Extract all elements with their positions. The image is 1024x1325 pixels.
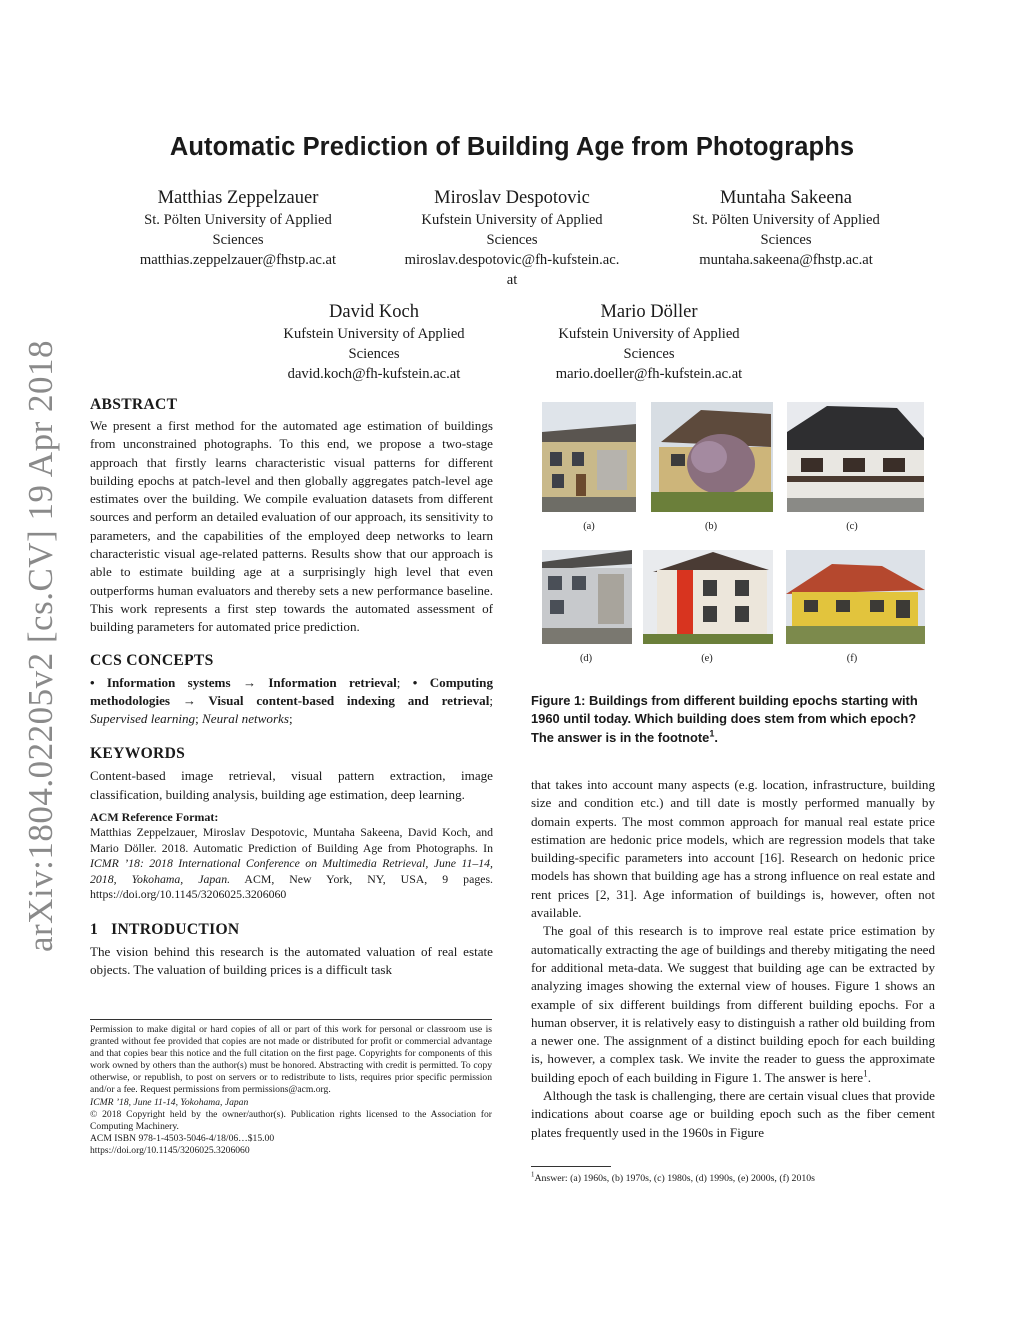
footnote-number: 1 xyxy=(531,1171,535,1179)
author-affiliation: Sciences xyxy=(212,232,264,248)
footnote xyxy=(531,1166,935,1185)
abstract-heading: ABSTRACT xyxy=(90,396,178,413)
ccs-sep: ; xyxy=(288,711,293,727)
conference-name: ICMR ’18, June 11-14, Yokohama, Japan xyxy=(90,1096,249,1108)
footnote-marker[interactable]: 1 xyxy=(863,1068,868,1079)
author-block xyxy=(384,186,640,290)
figure-photo-b xyxy=(651,402,773,512)
arxiv-stamp xyxy=(0,0,90,1325)
author-email[interactable]: miroslav.despotovic@fh-kufstein.ac. xyxy=(404,252,620,268)
author-name: Mario Döller xyxy=(600,302,698,322)
subfigure-label: (e) xyxy=(701,653,713,664)
figure-photo-e xyxy=(643,550,773,644)
isbn-line: ACM ISBN 978-1-4503-5046-4/18/06…$15.00 xyxy=(90,1132,275,1144)
figure-photo-a xyxy=(542,402,636,512)
footnote-text: Answer: (a) 1960s, (b) 1970s, (c) 1980s, (d) 1990s, (e) 2000s, (f) 2010s xyxy=(534,1173,815,1184)
footnote-marker[interactable]: 1 xyxy=(709,728,715,739)
author-affiliation: Sciences xyxy=(760,232,812,248)
ccs-concept: Neural networks xyxy=(202,711,289,727)
author-block xyxy=(658,186,914,270)
author-affiliation: Kufstein University of Applied xyxy=(421,212,603,228)
paragraph: that takes into account many aspects (e.g. location, infrastructure, building size and condition etc.) and till date is mostly performed manually by domain experts. The most common approach for manual real estate price estimation are hedonic price models, which are regression models that take building-specific parameters into account [16]. Research on hedonic price models has shown that building age has a strong influence on real estate and rent prices [2, 31]. Age information of buildings is, however, often not available. xyxy=(531,777,935,921)
ccs-sep: ; xyxy=(195,711,203,727)
acm-ref-text xyxy=(90,825,493,903)
author-affiliation: Sciences xyxy=(348,346,400,362)
paragraph xyxy=(531,922,935,1087)
keywords-heading: KEYWORDS xyxy=(90,745,186,763)
acm-ref-publisher: ACM, New York, NY, USA, 9 pages. https://doi.org/10.1145/3206025.3206060 xyxy=(90,871,493,902)
paragraph-end: . xyxy=(867,1069,871,1085)
author-email-continued[interactable]: at xyxy=(506,272,518,288)
paragraph-text: The goal of this research is to improve real estate price estimation by automatically extracting the age of buildings and thereby mitigating the need for additional meta-data. We suggest that building age can be extracted by analyzing images showing the external view of houses. Figure 1 shows an example of six different buildings from different building epochs. For a human observer, it is relatively easy to distinguish a rather old building from a newer one. The assignment of a distinct building epoch for each building is, however, a complex task. We invite the reader to guess the approximate building epoch of each building in Figure 1. The answer is here xyxy=(531,923,935,1085)
author-affiliation: Kufstein University of Applied xyxy=(558,326,740,342)
subfigure-label: (f) xyxy=(846,653,858,664)
author-name: Miroslav Despotovic xyxy=(434,188,590,208)
section-title: INTRODUCTION xyxy=(111,921,240,939)
author-block xyxy=(521,300,777,384)
figure-photo-d xyxy=(542,550,632,644)
ccs-concept: • Computing methodologies → Visual content-based indexing and retrieval xyxy=(90,674,493,708)
author-name: David Koch xyxy=(329,302,419,322)
abstract-text: We present a first method for the automated age estimation of buildings from unconstrained photographs. To this end, we propose a two-stage approach that firstly learns characteristic visual patterns for different building epochs at patch-level and then globally aggregates patch-level age estimates over the building. We compile evaluation datasets from different sources and perform an detailed evaluation of our approach, its sensitivity to parameters, and the capabilities of the employed deep networks to learn characteristic visual age-related patterns. Results show that our approach is able to estimate building age at a surprisingly high level that even outperforms human evaluators and thereby sets a new performance baseline. This work represents a first step towards the automated assessment of building parameters for automated price prediction. xyxy=(90,418,493,635)
author-affiliation: Sciences xyxy=(623,346,675,362)
copyright-block xyxy=(90,1019,492,1157)
left-column xyxy=(90,395,493,980)
ccs-concept: Supervised learning xyxy=(90,711,196,727)
subfigure-label: (b) xyxy=(704,521,718,532)
figure-photo-f xyxy=(786,550,925,644)
author-block xyxy=(246,300,502,384)
author-email[interactable]: david.koch@fh-kufstein.ac.at xyxy=(287,366,461,382)
ccs-heading: CCS CONCEPTS xyxy=(90,651,214,669)
acm-ref-authors: Matthias Zeppelzauer, Miroslav Despotovic, Muntaha Sakeena, David Koch, and Mario Döller. 2018. Automatic Prediction of Building Age from Photographs. In xyxy=(90,825,493,855)
figure-photo-c xyxy=(787,402,924,512)
author-block xyxy=(110,186,366,270)
author-name: Muntaha Sakeena xyxy=(719,188,853,208)
caption-end: . xyxy=(714,729,718,745)
copyright-owner: © 2018 Copyright held by the owner/author(s). Publication rights licensed to the Association for Computing Machinery. xyxy=(90,1108,492,1132)
section-number: 1 xyxy=(90,921,99,939)
acm-ref-venue: ICMR ’18: 2018 International Conference on Multimedia Retrieval, June 11–14, 2018, Yokohama, Japan. xyxy=(90,856,493,886)
author-affiliation: St. Pölten University of Applied xyxy=(692,212,880,228)
subfigure-label: (d) xyxy=(579,653,593,664)
author-email[interactable]: matthias.zeppelzauer@fhstp.ac.at xyxy=(139,252,337,268)
author-name: Matthias Zeppelzauer xyxy=(157,188,319,208)
ccs-text xyxy=(90,674,493,729)
acm-ref-heading: ACM Reference Format: xyxy=(90,810,219,825)
ccs-concept: • Information systems → Information retrieval xyxy=(90,674,397,690)
figure-caption xyxy=(531,692,935,747)
doi-link[interactable]: https://doi.org/10.1145/3206025.3206060 xyxy=(90,1144,250,1156)
keywords-text: Content-based image retrieval, visual pattern extraction, image classification, building analysis, building age estimation, deep learning. xyxy=(90,768,493,802)
paragraph: Although the task is challenging, there are certain visual clues that provide indications about coarse age or building epoch such as the fiber cement plates frequently used in the 1960s in Figure xyxy=(531,1088,935,1140)
paper-title: Automatic Prediction of Building Age from Photographs xyxy=(169,133,855,161)
author-affiliation: Kufstein University of Applied xyxy=(283,326,465,342)
right-column xyxy=(531,776,935,1142)
author-affiliation: St. Pölten University of Applied xyxy=(144,212,332,228)
subfigure-label: (c) xyxy=(846,521,858,532)
conference-line xyxy=(90,1097,492,1109)
ccs-sep: ; xyxy=(489,692,493,708)
intro-paragraph: The vision behind this research is the automated valuation of real estate objects. The valuation of building prices is a difficult task xyxy=(90,944,493,978)
author-affiliation: Sciences xyxy=(486,232,538,248)
ccs-sep: ; xyxy=(396,674,413,690)
caption-text: Figure 1: Buildings from different building epochs starting with 1960 until today. Which building does stem from which epoch? The answer is in the footnote xyxy=(531,693,918,745)
arxiv-id: arXiv:1804.02205v2 [cs.CV] 19 Apr 2018 xyxy=(21,339,60,953)
subfigure-label: (a) xyxy=(583,521,595,532)
author-email[interactable]: mario.doeller@fh-kufstein.ac.at xyxy=(555,366,743,382)
author-email[interactable]: muntaha.sakeena@fhstp.ac.at xyxy=(699,252,873,268)
permission-notice: Permission to make digital or hard copies of all or part of this work for personal or classroom use is granted without fee provided that copies are not made or distributed for profit or commercial advantage and that copies bear this notice and the full citation on the first page. Copyrights for components of this work owned by others than the author(s) must be honored. Abstracting with credit is permitted. To copy otherwise, or republish, to post on servers or to redistribute to lists, requires prior specific permission and/or a fee. Request permissions from permissions@acm.org. xyxy=(90,1024,492,1096)
intro-heading xyxy=(90,920,493,940)
